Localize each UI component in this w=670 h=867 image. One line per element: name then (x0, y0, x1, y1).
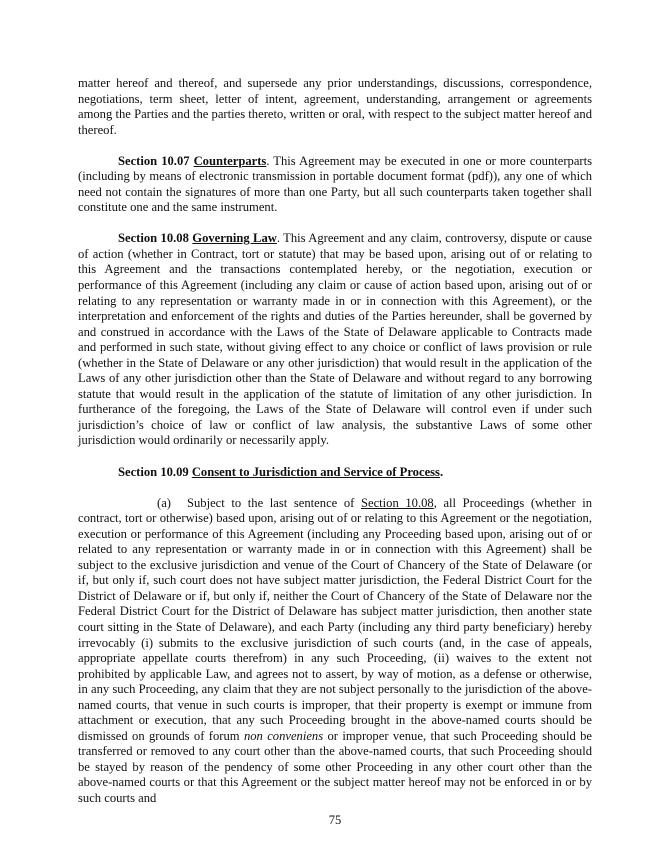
subsection-tail: or improper venue, that such Proceeding should be transferred or removed to any court other than the above-named courts, that such Proceeding should be stayed by reason of the pendency of some other Proceeding in any other court other than the above-named courts or that this Agreement or the subject matter hereof may not be enforced in or by such courts and (78, 728, 592, 805)
section-reference: Section 10.08 (360, 495, 434, 510)
subsection-a-paragraph (78, 496, 592, 807)
section-title: Governing Law (192, 231, 277, 246)
subsection-body: , all Proceedings (whether in contract, tort or otherwise) based upon, arising out of or relating to this Agreement or the negotiation, execution or performance of this Agreement (including any Proceeding based upon, arising out of or related to any representation or warranty made in or in connection with this Agreement) shall be subject to the exclusive jurisdiction and venue of the Court of Chancery of the State of Delaware (or if, but only if, such court does not have subject matter jurisdiction, the Federal District Court for the District of Delaware or if, but only if, neither the Court of Chancery of the State of Delaware nor the Federal District Court for the District of Delaware has subject matter jurisdiction, then another state court sitting in the State of Delaware), and each Party (including any third party beneficiary) hereby irrevocably (i) submits to the exclusive jurisdiction of such courts (and, in the case of appeals, appropriate appellate courts therefrom) in any such Proceeding, (ii) waives to the extent not prohibited by applicable Law, and agrees not to assert, by way of motion, as a defense or otherwise, in any such Proceeding, any claim that they are not subject personally to the jurisdiction of the above-named courts, that venue in such courts is improper, that their property is exempt or immune from attachment or execution, that any such Proceeding brought in the above-named courts should be dismissed on grounds of forum (78, 495, 592, 743)
section-title: Consent to Jurisdiction and Service of Process (191, 464, 440, 479)
page-number: 75 (328, 813, 342, 827)
section-10-08-paragraph (78, 231, 592, 449)
section-text: . This Agreement and any claim, controversy, dispute or cause of action (whether in Contract, tort or statute) that may be based upon, arising out of or relating to this Agreement and the transactions contemplated hereby, or the negotiation, execution or performance of this Agreement (including any claim or cause of action based upon, arising out of or relating to any representation or warranty made in or in connection with this Agreement), or the interpretation and enforcement of the rights and duties of the Parties hereunder, shall be governed by and construed in accordance with the Laws of the State of Delaware applicable to Contracts made and performed in such state, without giving effect to any choice or conflict of laws provision or rule (whether in the State of Delaware or any other jurisdiction) that would result in the application of the Laws of any other jurisdiction other than the State of Delaware and without regard to any borrowing statute that would result in the application of the statute of limitation of any other jurisdiction. In furtherance of the foregoing, the Laws of the State of Delaware will control even if under such jurisdiction’s choice of law or conflict of law analysis, the substantive Laws of some other jurisdiction would ordinarily or necessarily apply. (78, 231, 592, 448)
section-10-07-paragraph (78, 154, 592, 216)
subsection-lead: Subject to the last sentence of (187, 495, 361, 510)
section-number: Section 10.08 (118, 231, 189, 246)
section-number: Section 10.07 (118, 153, 190, 168)
subsection-label: (a) (157, 495, 171, 510)
section-title-period: . (439, 464, 444, 479)
section-text: . This Agreement may be executed in one or more counterparts (including by means of electronic transmission in portable document format (pdf)), any one of which need not contain the signatures of more than one Party, but all such counterparts taken together shall constitute one and the same instrument. (78, 153, 593, 215)
paragraph-continuation: matter hereof and thereof, and supersede any prior understandings, discussions, correspondence, negotiations, term sheet, letter of intent, agreement, understanding, arrangement or agreements among the Parties and the parties thereto, written or oral, with respect to the subject matter hereof and thereof. (78, 76, 592, 137)
section-title: Counterparts (193, 153, 267, 168)
section-10-09-heading (78, 465, 592, 481)
italic-term: non conveniens (243, 728, 324, 743)
document-page (78, 76, 592, 807)
section-number: Section 10.09 (118, 464, 189, 479)
